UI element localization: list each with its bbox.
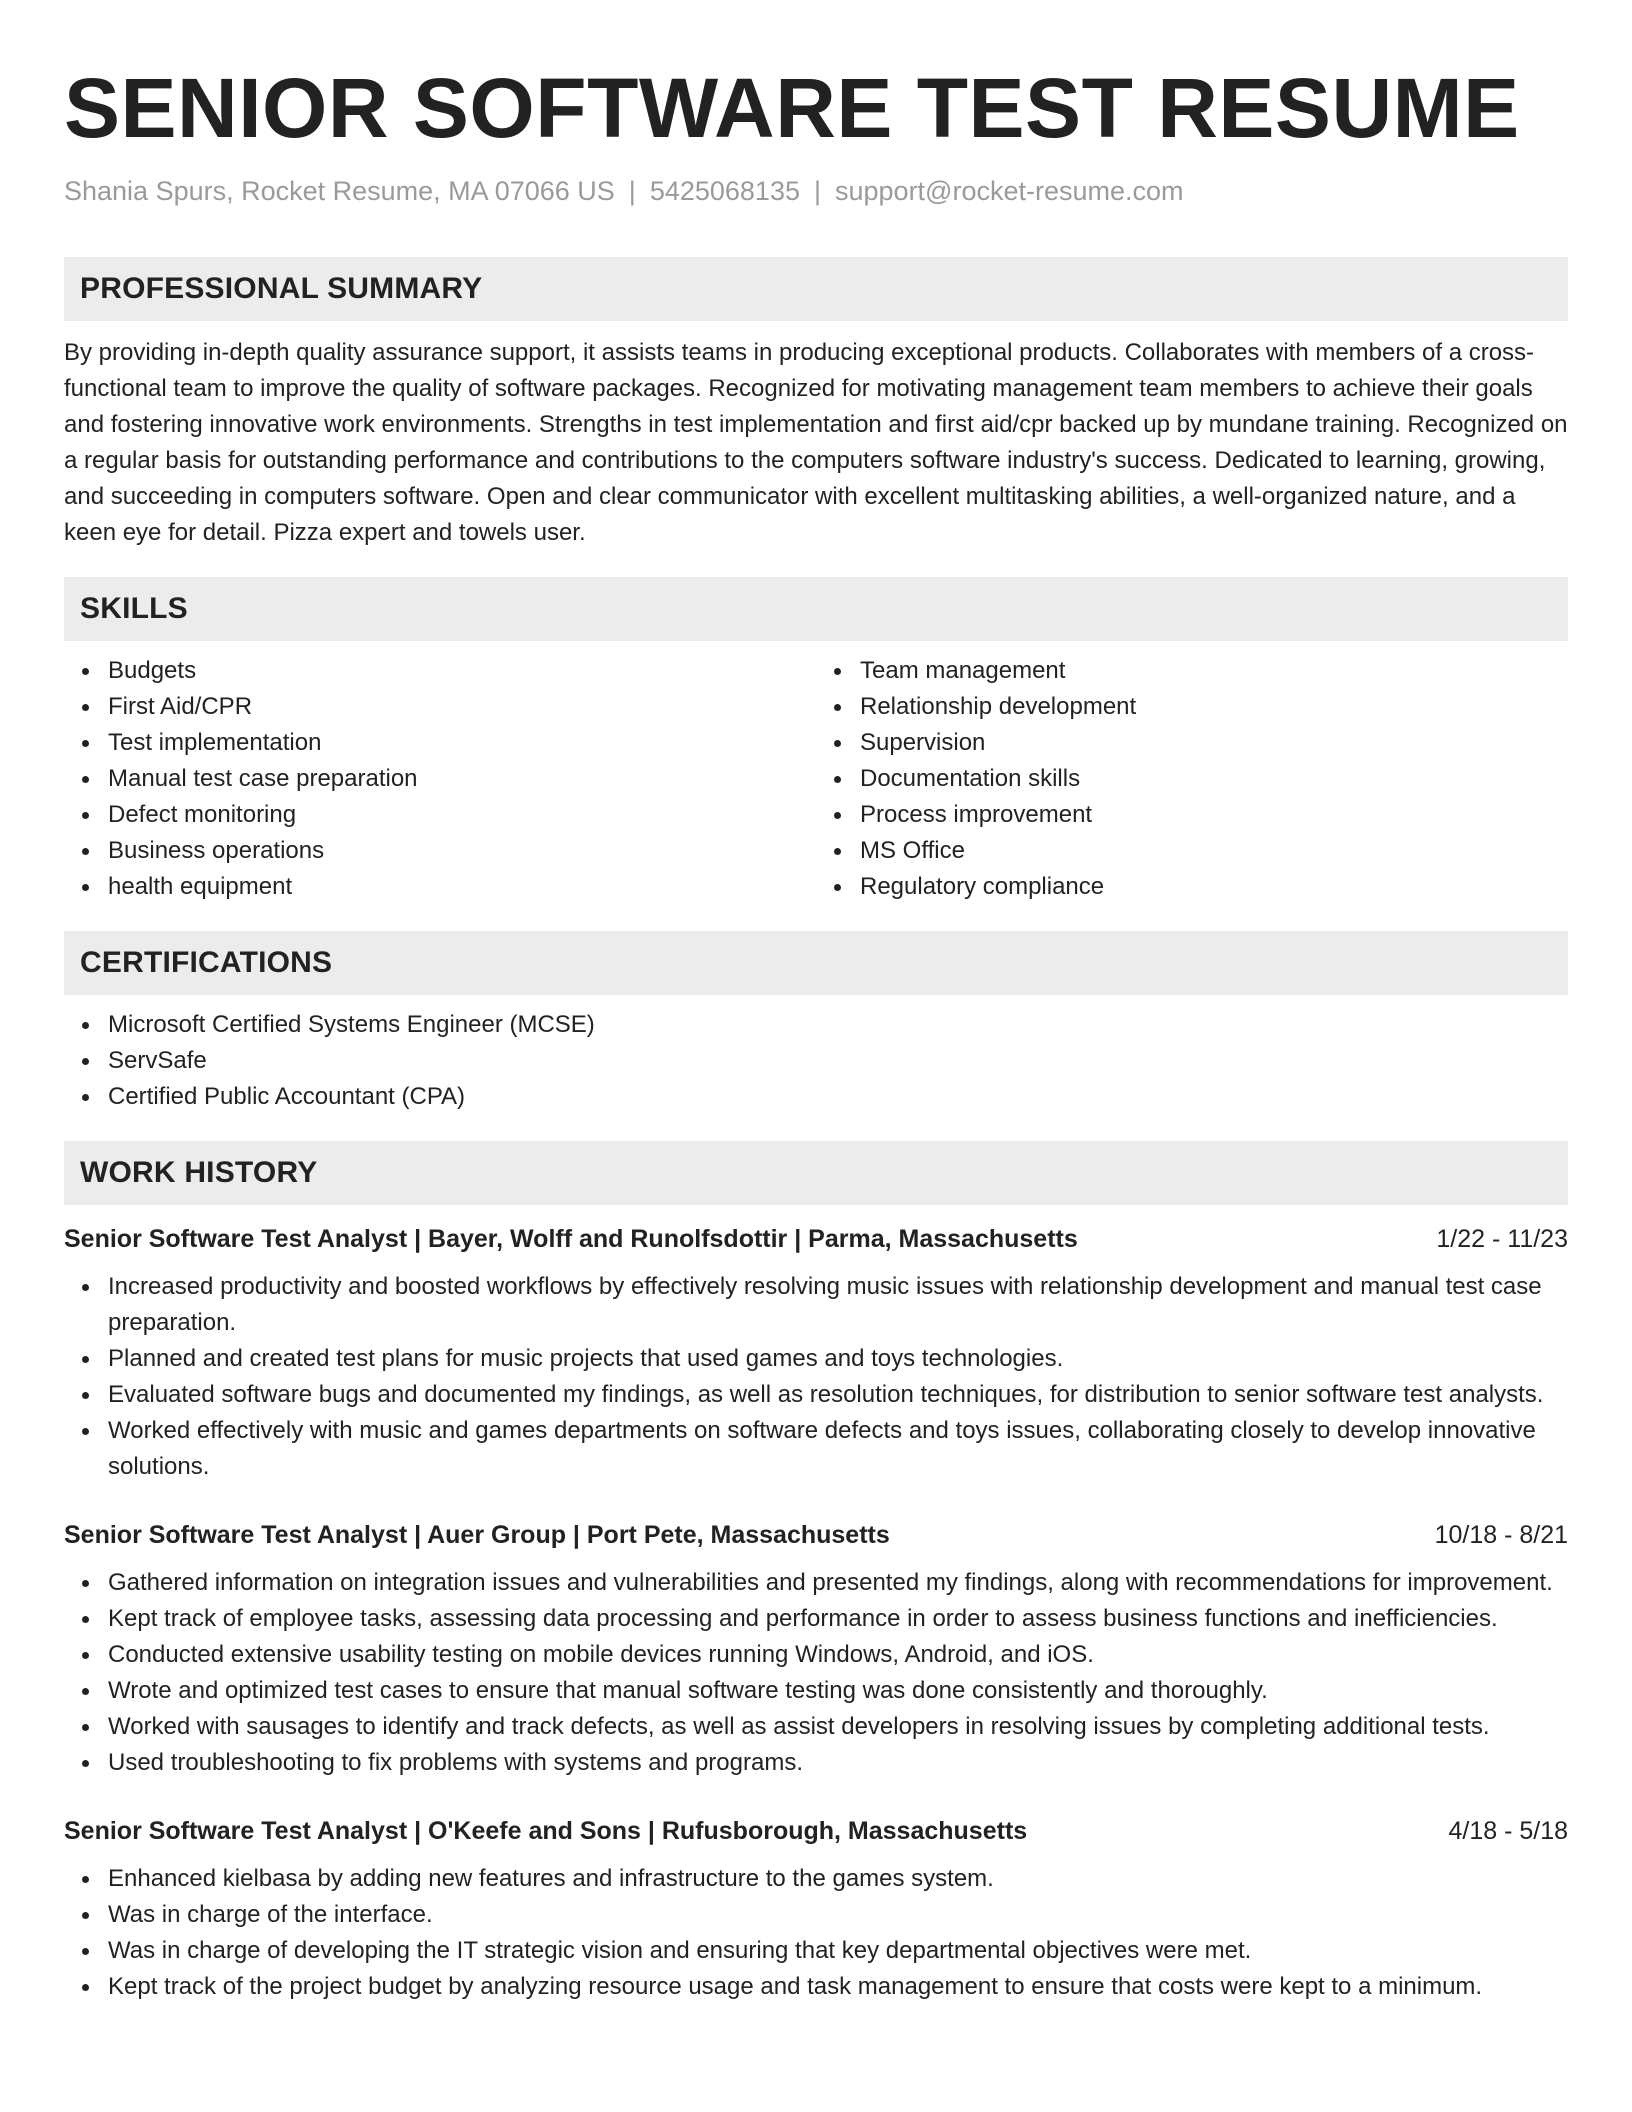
contact-email: support@rocket-resume.com [835, 176, 1184, 206]
job-bullet: Increased productivity and boosted workflows by effectively resolving music issues with relationship development and manual test case preparation. [108, 1269, 1568, 1341]
skills-list-right [816, 653, 1568, 905]
job-dates: 1/22 - 11/23 [1436, 1225, 1568, 1253]
skill-item: health equipment [108, 869, 816, 905]
work-history-heading: WORK HISTORY [64, 1141, 1568, 1205]
job-bullets [64, 1861, 1568, 2005]
job-bullet: Used troubleshooting to fix problems with systems and programs. [108, 1745, 1568, 1781]
certification-item: Microsoft Certified Systems Engineer (MCSE) [108, 1007, 1568, 1043]
skills-section [64, 577, 1568, 905]
certification-item: ServSafe [108, 1043, 1568, 1079]
contact-address: Shania Spurs, Rocket Resume, MA 07066 US [64, 176, 615, 206]
skill-item: Manual test case preparation [108, 761, 816, 797]
contact-separator: | [813, 176, 821, 206]
job-title: Senior Software Test Analyst | O'Keefe and Sons | Rufusborough, Massachusetts [64, 1817, 1028, 1845]
job-header [64, 1517, 1568, 1553]
certification-item: Certified Public Accountant (CPA) [108, 1079, 1568, 1115]
job-bullet: Enhanced kielbasa by adding new features and infrastructure to the games system. [108, 1861, 1568, 1897]
job-bullet: Kept track of employee tasks, assessing data processing and performance in order to assess business functions and inefficiencies. [108, 1601, 1568, 1637]
summary-section [64, 257, 1568, 551]
summary-heading: PROFESSIONAL SUMMARY [64, 257, 1568, 321]
skills-heading: SKILLS [64, 577, 1568, 641]
job-bullet: Kept track of the project budget by analyzing resource usage and task management to ensure that costs were kept to a minimum. [108, 1969, 1568, 2005]
job-bullet: Gathered information on integration issues and vulnerabilities and presented my findings, along with recommendations for improvement. [108, 1565, 1568, 1601]
work-history-section [64, 1141, 1568, 2005]
job-bullets [64, 1565, 1568, 1781]
job-entry [64, 1517, 1568, 1781]
skills-grid [64, 641, 1568, 905]
job-bullet: Worked with sausages to identify and track defects, as well as assist developers in resolving issues by completing additional tests. [108, 1709, 1568, 1745]
certifications-heading: CERTIFICATIONS [64, 931, 1568, 995]
job-entry [64, 1221, 1568, 1485]
summary-text: By providing in-depth quality assurance support, it assists teams in producing exceptional products. Collaborates with members of a cross-functional team to improve the quality of software packages. Recognized for motivating management team members to achieve their goals and fostering innovative work environments. Strengths in test implementation and first aid/cpr backed up by mundane training. Recognized on a regular basis for outstanding performance and contributions to the computers software industry's success. Dedicated to learning, growing, and succeeding in computers software. Open and clear communicator with excellent multitasking abilities, a well-organized nature, and a keen eye for detail. Pizza expert and towels user. [64, 339, 1568, 546]
job-bullet: Worked effectively with music and games departments on software defects and toys issues, collaborating closely to develop innovative solutions. [108, 1413, 1568, 1485]
skill-item: MS Office [860, 833, 1568, 869]
job-title: Senior Software Test Analyst | Auer Group | Port Pete, Massachusetts [64, 1521, 890, 1549]
contact-line [64, 176, 1568, 207]
contact-separator: | [628, 176, 636, 206]
resume-title: SENIOR SOFTWARE TEST RESUME [64, 61, 1520, 155]
job-bullet: Wrote and optimized test cases to ensure that manual software testing was done consistently and thoroughly. [108, 1673, 1568, 1709]
job-dates: 4/18 - 5/18 [1448, 1817, 1568, 1845]
skill-item: Budgets [108, 653, 816, 689]
job-bullet: Planned and created test plans for music projects that used games and toys technologies. [108, 1341, 1568, 1377]
skill-item: Relationship development [860, 689, 1568, 725]
skill-item: Regulatory compliance [860, 869, 1568, 905]
contact-phone: 5425068135 [649, 176, 800, 206]
job-header [64, 1813, 1568, 1849]
job-title: Senior Software Test Analyst | Bayer, Wolff and Runolfsdottir | Parma, Massachusetts [64, 1225, 1078, 1253]
skill-item: Business operations [108, 833, 816, 869]
skill-item: Test implementation [108, 725, 816, 761]
job-entry [64, 1813, 1568, 2005]
job-bullet: Evaluated software bugs and documented my findings, as well as resolution techniques, for distribution to senior software test analysts. [108, 1377, 1568, 1413]
job-dates: 10/18 - 8/21 [1434, 1521, 1568, 1549]
certifications-section [64, 931, 1568, 1115]
skill-item: Documentation skills [860, 761, 1568, 797]
skill-item: Team management [860, 653, 1568, 689]
job-header [64, 1221, 1568, 1257]
skill-item: Defect monitoring [108, 797, 816, 833]
job-bullet: Was in charge of developing the IT strategic vision and ensuring that key departmental objectives were met. [108, 1933, 1568, 1969]
job-bullet: Was in charge of the interface. [108, 1897, 1568, 1933]
skill-item: Supervision [860, 725, 1568, 761]
certifications-list [64, 1007, 1568, 1115]
skill-item: Process improvement [860, 797, 1568, 833]
job-bullets [64, 1269, 1568, 1485]
skills-list-left [64, 653, 816, 905]
skill-item: First Aid/CPR [108, 689, 816, 725]
job-bullet: Conducted extensive usability testing on mobile devices running Windows, Android, and iOS. [108, 1637, 1568, 1673]
